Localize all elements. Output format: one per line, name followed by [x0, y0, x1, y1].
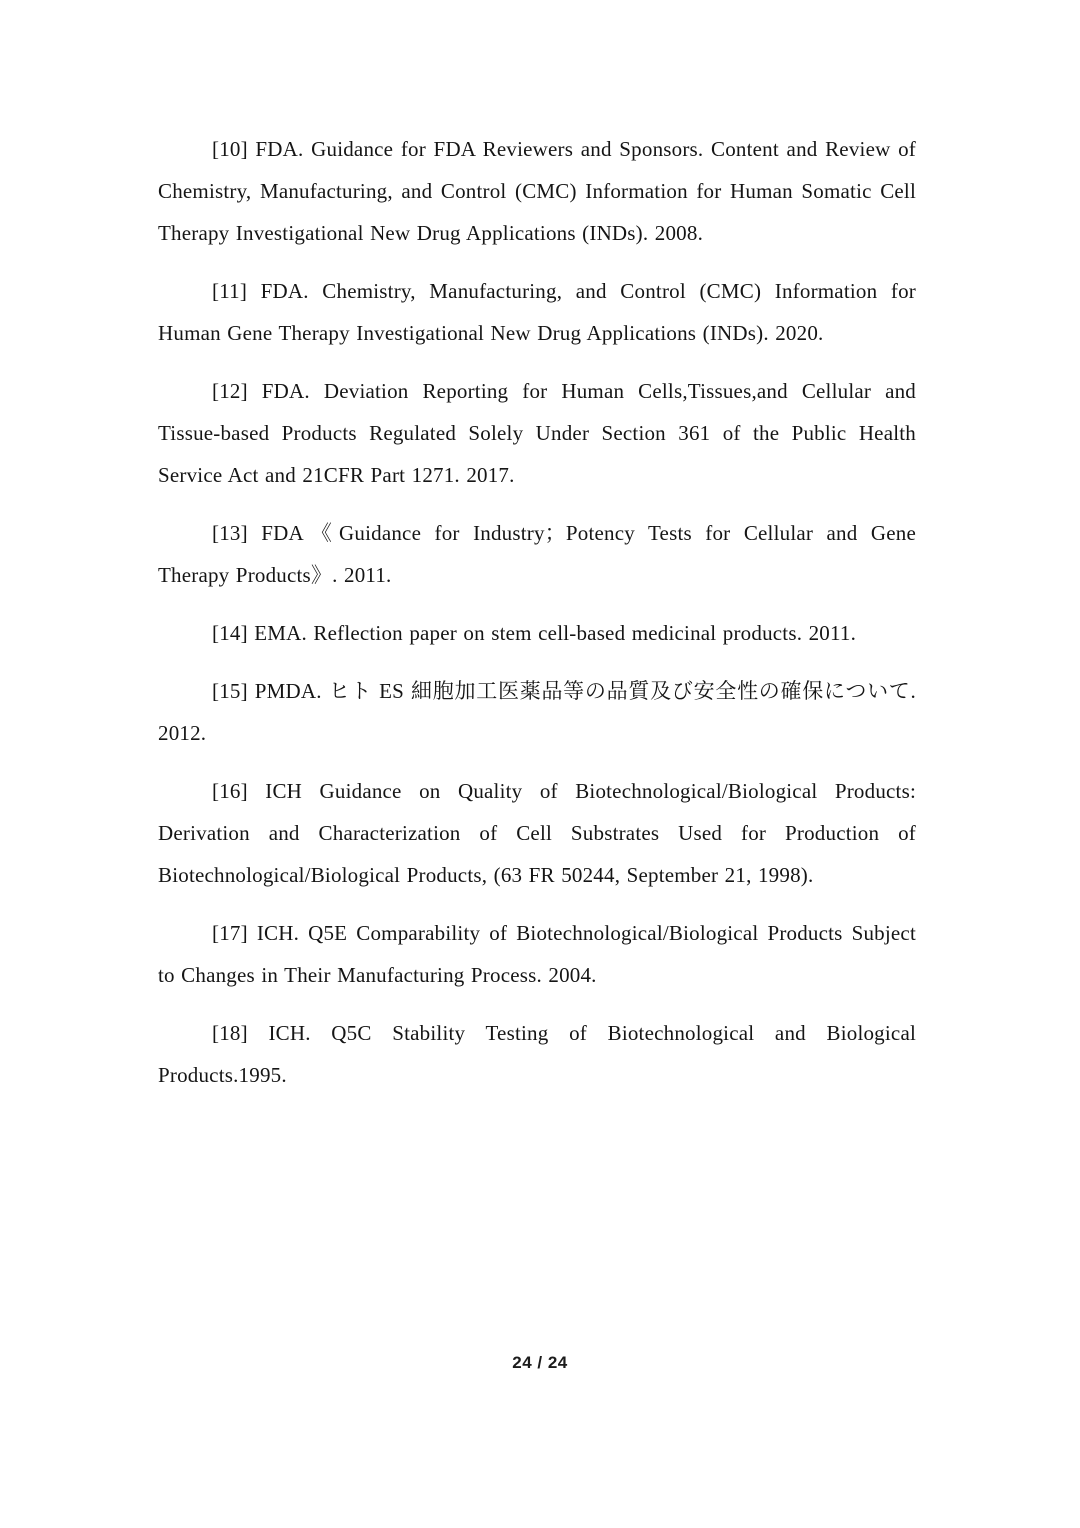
reference-item-11: [11] FDA. Chemistry, Manufacturing, and Control (CMC) Information for Human Gene Therapy Investigational New Drug Applications (INDs). 2020. [158, 279, 916, 345]
reference-item-15: [15] PMDA. ヒト ES 細胞加工医薬品等の品質及び安全性の確保について. 2012. [158, 679, 916, 745]
reference-item-16: [16] ICH Guidance on Quality of Biotechnological/Biological Products: Derivation and Characterization of Cell Substrates Used for Production of Biotechnological/Biological Products, (63 FR 50244, September 21, 1998). [158, 779, 916, 887]
reference-item-12: [12] FDA. Deviation Reporting for Human Cells,Tissues,and Cellular and Tissue-based Products Regulated Solely Under Section 361 of the Public Health Service Act and 21CFR Part 1271. 2017. [158, 379, 916, 487]
page-footer [0, 1353, 1080, 1373]
references-list [158, 128, 916, 1112]
reference-item-13: [13] FDA《Guidance for Industry；Potency Tests for Cellular and Gene Therapy Products》. 2011. [158, 521, 916, 587]
reference-item-10: [10] FDA. Guidance for FDA Reviewers and Sponsors. Content and Review of Chemistry, Manufacturing, and Control (CMC) Information for Human Somatic Cell Therapy Investigational New Drug Applications (INDs). 2008. [158, 137, 916, 245]
reference-item-17: [17] ICH. Q5E Comparability of Biotechnological/Biological Products Subject to Changes in Their Manufacturing Process. 2004. [158, 921, 916, 987]
reference-item-18: [18] ICH. Q5C Stability Testing of Biotechnological and Biological Products.1995. [158, 1021, 916, 1087]
reference-item-14: [14] EMA. Reflection paper on stem cell-based medicinal products. 2011. [212, 621, 857, 645]
page-number: 24 / 24 [512, 1353, 568, 1372]
